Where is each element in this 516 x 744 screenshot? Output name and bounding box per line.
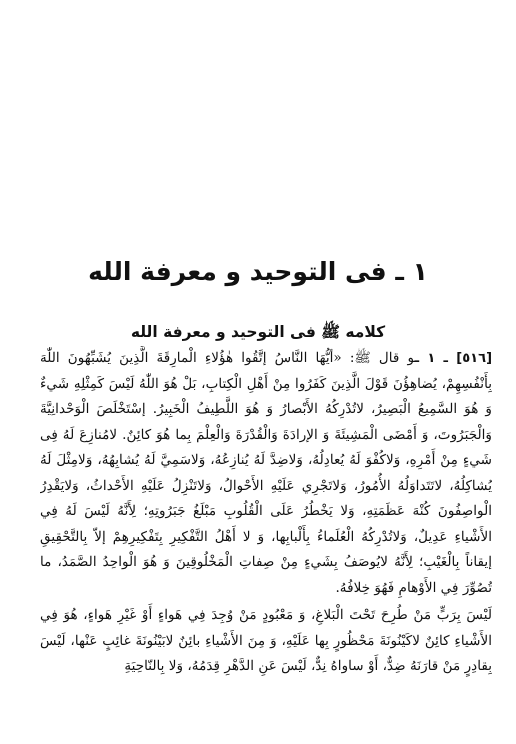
paragraph-1	[40, 346, 492, 601]
chapter-title: ١ ـ فى التوحيد و معرفة الله	[88, 257, 428, 286]
section-heading: كلامه ﷺ فى التوحيد و معرفة الله	[130, 323, 386, 341]
hadith-number: [٥١٦] ـ ١ ـ	[414, 351, 492, 366]
body-text	[40, 346, 492, 738]
paragraph-2: لَيْسَ بِرَبٍّ مَنْ طُرِحَ تَحْتَ الْبَلاغِ، وَ مَعْبُودٍ مَنْ وُجِدَ فِي هَواءٍ أَوْ غَيْرِ هَواءٍ، هُوَ فِي الأَشْياءِ كائِنٌ لاكَيْنُونَةَ مَحْظُورٍ بِها عَلَيْهِ، وَ مِنَ الأَشْياءِ بائِنٌ لابَيْنُونَةَ غائِبٍ عَنْها، لَيْسَ بِقادِرٍ مَنْ قارَنَهُ ضِدٌّ، أَوْ ساواهُ نِدٌّ، لَيْسَ عَنِ الدَّهْرِ قِدَمُهُ، وَلا بِالنّاحِيَةِ	[40, 607, 492, 674]
paragraph-1-text: و قال ﷺ: «أيُّهَا النَّاسُ إتَّقُوا هٰؤُلاءِ الْمارِقَةَ الَّذِينَ يُشَبِّهُونَ اللّٰهَ بِأَنْفُسِهِمْ، يُضاهِؤُنَ قَوْلَ الَّذِينَ كَفَرُوا مِنْ أَهْلِ الْكِتابِ، بَلْ هُوَ اللّٰهُ لَيْسَ كَمِثْلِهِ شَيءٌ وَ هُوَ السَّمِيعُ الْبَصِيرُ، لاتُدْرِكُهُ الأَبْصارُ وَ هُوَ اللَّطِيفُ الْخَبِيرُ. إسْتَخْلَصَ الْوَحْدانِيَّةَ وَالْجَبَرُوتَ، وَ أَمْضَى الْمَشِيئَةَ وَ الإرادَةَ وَالْقُدْرَةَ وَالْعِلْمَ بِما هُوَ كائِنٌ. لامُنازِعَ لَهُ فِى شَيءٍ مِنْ أَمْرِهِ، وَلاكُفْوَ لَهُ يُعادِلُهُ، وَلاضِدَّ لَهُ يُنازِعُهُ، وَلاسَمِيَّ لَهُ يُشابِهُهُ، وَلامِثْلَ لَهُ يُشاكِلُهُ، لاتَتَداوَلُهُ الأُمُورُ، وَلاتَجْرِي عَلَيْهِ الأَحْوالُ، وَلاتَنْزِلُ عَلَيْهِ الأَحْداثُ، وَلايَقْدِرُ الْواصِفُونَ كُنْهَ عَظَمَتِهِ، وَلا يَخْطُرُ عَلَى الْقُلُوبِ مَبْلَغُ جَبَرُوتِهِ؛ لِأَنَّهُ لَيْسَ لَهُ فِي الأَشْياءِ عَدِيلٌ، وَلاتُدْرِكُهُ الْعُلَماءُ بِأَلْبابِها، وَ لا أَهْلُ التَّفْكِيرِ بِتَفْكِيرِهِمْ إلاّ بِالتَّحْقِيقِ إيقاناً بِالْغَيْبِ؛ لِأَنَّهُ لايُوصَفُ بِشَيءٍ مِنْ صِفاتِ الْمَخْلُوقِينَ وَ هُوَ الْواحِدُ الصَّمَدُ، ما تُصُوِّرَ فِي الأَوْهامِ فَهُوَ خِلافُهُ.	[40, 350, 492, 596]
